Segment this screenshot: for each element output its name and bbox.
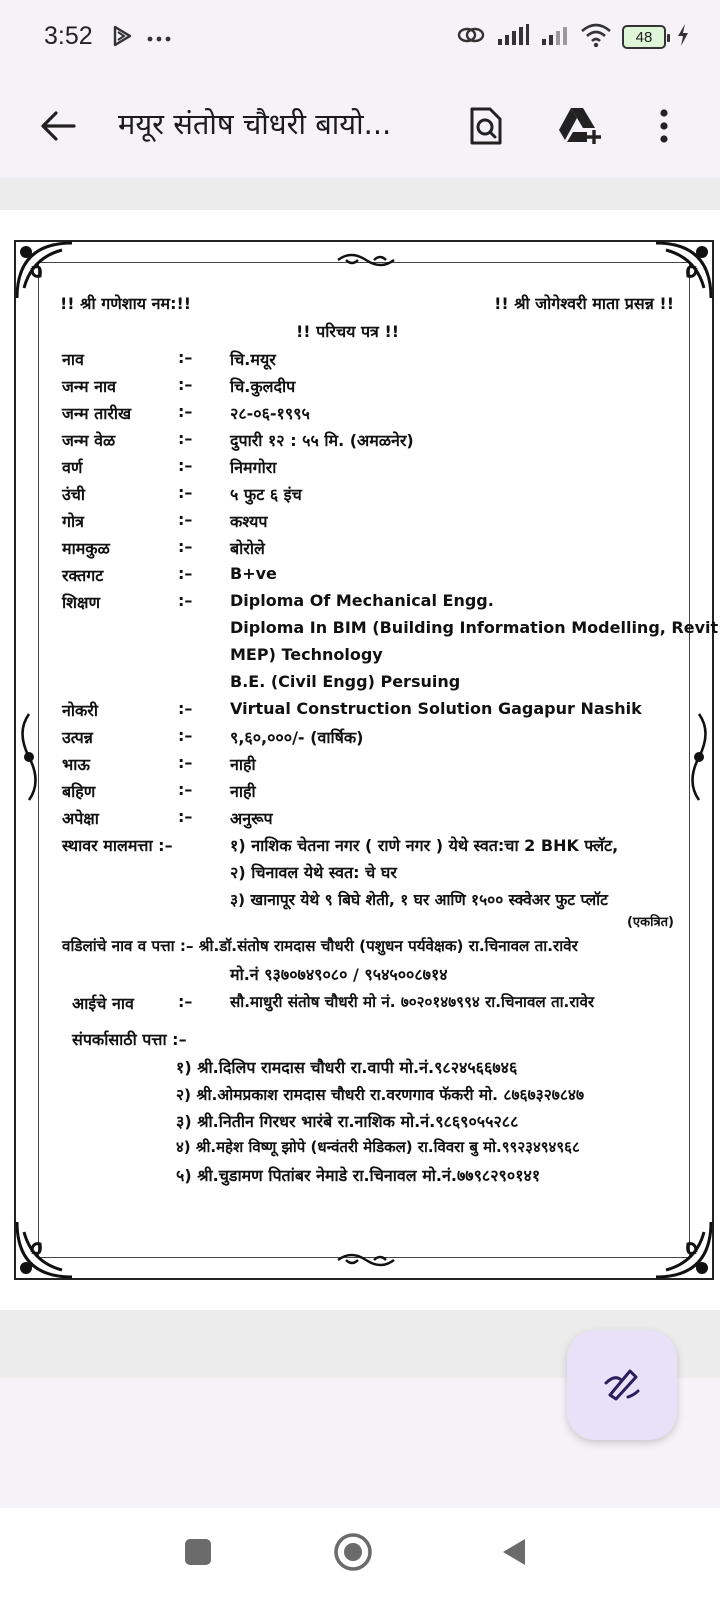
mother-label: आईचे नाव: [72, 994, 134, 1013]
document-viewer[interactable]: [0, 178, 720, 1378]
back-nav-button[interactable]: [494, 1534, 534, 1574]
contact-label: संपर्कासाठी पत्ता :–: [72, 1030, 187, 1049]
back-button[interactable]: [30, 100, 86, 156]
recents-button[interactable]: [178, 1534, 218, 1574]
corner-ornament-icon: [12, 1212, 82, 1282]
edit-pen-icon: [600, 1361, 644, 1409]
app-bar: [0, 78, 720, 178]
system-nav-bar: [0, 1508, 720, 1600]
home-circle-icon: [333, 1532, 373, 1576]
contact-line: ५) श्री.चुडामण पितांबर नेमाडे रा.चिनावल मो.नं.७७९८२९०१४१: [176, 1166, 541, 1185]
mother-value: सौ.माधुरी संतोष चौधरी मो नं. ७०२०१४७९९४ रा.चिनावल ता.रावेर: [230, 993, 595, 1011]
signal-icon-2: [540, 23, 570, 51]
status-time: 3:52: [44, 22, 93, 50]
center-header: !! परिचय पत्र !!: [296, 322, 400, 341]
back-triangle-icon: [499, 1536, 529, 1572]
property-line: ३) खानापूर येथे ९ बिघे शेती, १ घर आणि १५०० स्क्वेअर फुट प्लॉट: [230, 891, 608, 909]
overflow-menu-icon: [659, 108, 669, 148]
play-badge-icon: [110, 24, 134, 52]
right-header: !! श्री जोगेश्वरी माता प्रसन्न !!: [494, 294, 674, 313]
recents-square-icon: [183, 1537, 213, 1571]
father-details: वडिलांचे नाव व पत्ता :– श्री.डॉ.संतोष रामदास चौधरी (पशुधन पर्यवेक्षक) रा.चिनावल ता.रावेर: [62, 937, 578, 955]
document-title: मयूर संतोष चौधरी बायो...: [118, 107, 392, 141]
education-line: B.E. (Civil Engg) Persuing: [230, 672, 461, 691]
link-icon: [456, 23, 486, 51]
search-doc-icon: [469, 106, 503, 150]
drive-add-icon: [557, 106, 603, 150]
side-ornament-icon: [14, 712, 44, 802]
battery-icon: 48: [622, 25, 666, 49]
search-in-document-button[interactable]: [458, 100, 514, 156]
property-line: १) नाशिक चेतना नगर ( राणे नगर ) येथे स्वत:चा 2 BHK फ्लॅट,: [230, 836, 619, 855]
corner-ornament-icon: [646, 1212, 716, 1282]
property-label: स्थावर मालमत्ता :–: [62, 836, 173, 855]
status-bar: [0, 0, 720, 78]
document-page: [0, 210, 720, 1310]
overflow-menu-button[interactable]: [636, 100, 692, 156]
back-arrow-icon: [40, 110, 76, 146]
contact-line: ४) श्री.महेश विष्णू झोपे (धन्वंतरी मेडिकल) रा.विवरा बु मो.९९२३४९४९६८: [176, 1138, 580, 1156]
annotate-fab[interactable]: [567, 1330, 677, 1440]
education-line: MEP) Technology: [230, 645, 383, 664]
signal-icon: [496, 23, 530, 51]
left-header: !! श्री गणेशाय नम:!!: [60, 294, 192, 313]
contact-line: २) श्री.ओमप्रकाश रामदास चौधरी रा.वरणगाव फॅकरी मो. ८७६७३२७८४७: [176, 1086, 585, 1104]
charging-icon: [676, 23, 690, 51]
biodata-sheet: !! श्री गणेशाय नम:!! !! श्री जोगेश्वरी माता प्रसन्न !! !! परिचय पत्र !! नाव :– चि.मयूर जन्म नाव :– चि.कुलदीप जन्म तारीख :– २८-०६-१९९५ जन्म वेळ :– दुपारी १२ : ५५ मि. (अमळनेर) वर्ण :– निमगोरा उंची :– ५ फुट ६ इंच गोत्र :– कश्यप मामकुळ :– बोरोले रक्तगट :– B+ve शिक्षण :– Diploma Of Mechanical Engg. Diploma In BIM (Building Information Modelling, Revit MEP) Technology B.E. (Civil Engg) Persuing नोकरी :– Virtual Construction Solution Gagapur Nashik उत्पन्न :– ९,६०,०००/- (वार्षिक) भाऊ :– नाही बहिण :– नाही अपेक्षा :– अनुरूप स्थावर मालमत्ता :– १) नाशिक चेतना नगर ( राणे नगर ) येथे स्वत:चा 2 BHK फ्लॅट, २) चिनावल येथे स्वत: चे घर ३) खानापूर येथे ९ बिघे शेती, १ घर आणि १५०० स्क्वेअर फुट प्लॉट (एकत्रित) वडिलांचे नाव व पत्ता :– श्री.डॉ.संतोष रामदास चौधरी (पशुधन पर्यवेक्षक) रा.चिनावल ता.रावेर मो.नं ९३७०७४९०८० / ९५४५००८७१४ आईचे नाव :– सौ.माधुरी संतोष चौधरी मो नं. ७०२०१४७९९४ रा.चिनावल ता.रावेर संपर्कासाठी पत्ता :– १) श्री.दिलिप रामदास चौधरी रा.वापी मो.नं.९८२४५६६७४६ २) श्री.ओमप्रकाश रामदास चौधरी रा.वरणगाव फॅकरी मो. ८७६७३२७८४७ ३) श्री.नितीन गिरधर भारंबे रा.नाशिक मो.नं.९८६९०५५२८८ ४) श्री.महेश विष्णू झोपे (धन्वंतरी मेडिकल) रा.विवरा बु मो.९९२३४९४९६८ ५) श्री.चुडामण पितांबर नेमाडे रा.चिनावल मो.नं.७७९८२९०१४१: [14, 240, 714, 1280]
home-button[interactable]: [333, 1534, 373, 1574]
more-dots-icon: [146, 29, 172, 48]
mother-sep: :–: [178, 992, 193, 1011]
add-to-drive-button[interactable]: [552, 100, 608, 156]
contact-line: १) श्री.दिलिप रामदास चौधरी रा.वापी मो.नं.९८२४५६६७४६: [176, 1058, 518, 1077]
contact-line: ३) श्री.नितीन गिरधर भारंबे रा.नाशिक मो.नं.९८६९०५५२८८: [176, 1112, 519, 1131]
side-ornament-icon: [684, 712, 714, 802]
property-note: (एकत्रित): [626, 915, 674, 930]
property-line: २) चिनावल येथे स्वत: चे घर: [230, 863, 397, 882]
top-ornament-icon: [336, 248, 396, 272]
father-phone: मो.नं ९३७०७४९०८० / ९५४५००८७१४: [230, 965, 448, 984]
bottom-ornament-icon: [336, 1248, 396, 1272]
education-line: Diploma In BIM (Building Information Modelling, Revit: [230, 618, 719, 637]
wifi-icon: [580, 22, 612, 52]
